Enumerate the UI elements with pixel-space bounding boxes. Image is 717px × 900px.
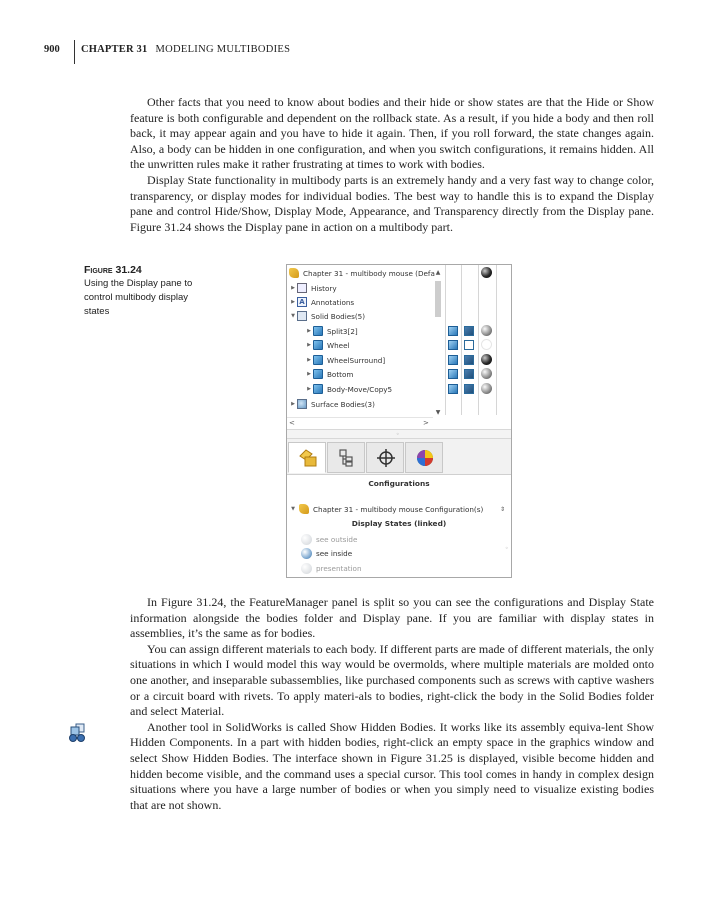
expand-arrow-icon[interactable]: ▶ — [307, 357, 311, 363]
paragraph: Display State functionality in multibody parts is an extremely handy and a very fast way to change color, transparency, or display modes for individual bodies. The best way to handle this is to expand the Display pane and control Hide/Show, Display Mode, Appearance, and Transparency directly from the Display pane. Figure 31.24 shows the Display pane in action on a multibody part. — [130, 172, 654, 234]
display-state-label: presentation — [316, 563, 362, 573]
tree-label: Chapter 31 - multibody mouse (Defa — [303, 268, 435, 278]
appearance-sphere-icon[interactable] — [481, 383, 492, 394]
feature-tree — [287, 265, 511, 429]
display-manager-tab[interactable] — [405, 442, 443, 473]
tree-row-body[interactable] — [305, 338, 350, 352]
tree-row-surface-bodies[interactable] — [289, 397, 375, 411]
surface-bodies-icon — [297, 399, 307, 409]
solid-body-icon — [313, 326, 323, 336]
display-state-label: see inside — [316, 548, 353, 558]
part-appearance-sphere-icon[interactable] — [481, 267, 492, 278]
manager-tabs — [287, 439, 511, 475]
configurations-title: Configurations — [368, 479, 430, 488]
display-mode-icon[interactable] — [448, 326, 458, 336]
scroll-right-icon[interactable]: > — [423, 419, 429, 427]
scroll-up-icon[interactable]: ▲ — [435, 269, 441, 276]
body-text-top — [130, 95, 654, 235]
dimxpert-tab[interactable] — [366, 442, 404, 473]
hide-show-icon[interactable] — [464, 326, 474, 336]
appearance-sphere-icon[interactable] — [481, 325, 492, 336]
tree-label: History — [311, 283, 337, 293]
tree-label: Split3[2] — [327, 326, 358, 336]
appearance-sphere-icon[interactable] — [481, 368, 492, 379]
configuration-row[interactable] — [287, 501, 511, 517]
scroll-thumb[interactable] — [435, 281, 441, 317]
solid-body-icon — [313, 384, 323, 394]
tree-row-history[interactable] — [289, 281, 337, 295]
figure-caption — [84, 263, 214, 319]
folder-icon — [297, 311, 307, 321]
tree-vertical-scrollbar[interactable] — [433, 269, 443, 419]
panel-splitter[interactable] — [287, 429, 511, 439]
splitter-grip-icon: ◦ — [396, 431, 400, 438]
tree-label: Annotations — [311, 297, 355, 307]
expand-arrow-icon[interactable]: ▶ — [307, 328, 311, 334]
appearance-sphere-icon[interactable] — [481, 354, 492, 365]
tree-row-body[interactable] — [305, 353, 385, 367]
display-state-label: see outside — [316, 534, 358, 544]
featuremanager-panel-figure — [286, 264, 512, 578]
header-divider — [74, 40, 75, 64]
solid-body-icon — [313, 340, 323, 350]
hide-show-icon[interactable] — [464, 355, 474, 365]
display-state-item[interactable] — [301, 546, 352, 560]
transparency-column — [496, 265, 511, 415]
propertymanager-icon — [336, 448, 358, 468]
running-head — [44, 40, 290, 66]
tree-row-part[interactable] — [289, 266, 435, 280]
paragraph: Another tool in SolidWorks is called Show Hidden Bodies. It works like its assembly equiva-lent Show Hidden Components. In a part with hidden bodies, right-click an empty space in the graphics window and select Show Hidden Bodies. The interface shown in Figure 31.25 is displayed, visible become hidden and hidden become visible, and the command uses a special cursor. This tool comes in handy in complex design situations where you have a large number of bodies or when you simply need to visualize existing bodies that are not shown. — [130, 719, 654, 812]
figure-caption-text: Using the Display pane to control multibody display states — [84, 278, 193, 317]
display-mode-icon[interactable] — [448, 369, 458, 379]
display-mode-icon[interactable] — [448, 355, 458, 365]
body-text-bottom — [130, 595, 654, 813]
featuremanager-icon — [297, 448, 319, 468]
display-mode-icon[interactable] — [448, 384, 458, 394]
tree-label: Solid Bodies(5) — [311, 311, 366, 321]
tree-row-annotations[interactable] — [289, 295, 354, 309]
chapter-label: CHAPTER 31 — [81, 44, 148, 55]
paragraph: Other facts that you need to know about bodies and their hide or show states are that the Hide or Show feature is both configurable and dependent on the rollback state. As a result, if you hide a body and then roll back, it may appear again and you have to hide it again. Then, if you roll forward, the state changes again. Also, a body can be hidden in one configuration, and when you switch configurations, it remains hidden. All the unwritten rules make it rather frustrating at times to work with bodies. — [130, 95, 654, 172]
expand-arrow-icon[interactable]: ▶ — [307, 371, 311, 377]
configuration-name: Chapter 31 - multibody mouse Configuration(s) — [313, 504, 484, 514]
solid-body-icon — [313, 369, 323, 379]
tree-label: WheelSurround] — [327, 355, 386, 365]
propertymanager-tab[interactable] — [327, 442, 365, 473]
paragraph: You can assign different materials to each body. If different parts are made of different materials, the only situations in which I would model this way would be overmolds, where multiple materials are molded onto one another, and inseparable subassemblies, like purchased components such as screws with captive washers or a circuit board with rivets. To apply materi-als to bodies, right-click the body in the Solid Bodies folder and select Material. — [130, 641, 654, 719]
scroll-down-icon[interactable]: ▼ — [435, 409, 441, 416]
tree-label: Body-Move/Copy5 — [327, 384, 393, 394]
tree-row-solid-bodies[interactable] — [289, 309, 365, 323]
collapse-arrow-icon[interactable]: ▼ — [291, 506, 295, 512]
featuremanager-tab[interactable] — [288, 442, 326, 473]
show-hidden-bodies-icon — [67, 723, 89, 743]
figure-number: Figure 31.24 — [84, 264, 142, 276]
display-state-item[interactable] — [301, 532, 357, 546]
scroll-left-icon[interactable]: < — [289, 419, 295, 427]
tree-label: Wheel — [327, 340, 350, 350]
hide-show-icon[interactable] — [464, 384, 474, 394]
updown-arrows-icon[interactable]: ⇕ — [500, 505, 506, 513]
expand-arrow-icon[interactable]: ▶ — [291, 285, 295, 291]
hide-show-icon[interactable] — [464, 340, 474, 350]
display-state-icon — [301, 563, 312, 574]
display-state-icon — [301, 534, 312, 545]
appearance-sphere-icon[interactable] — [481, 339, 492, 350]
paragraph: In Figure 31.24, the FeatureManager panel is split so you can see the configurations and Display State information alongside the bodies folder and Display pane. If you are familiar with display states in assemblies, it’s the same as for bodies. — [130, 595, 654, 641]
history-icon — [297, 283, 307, 293]
tree-label: Bottom — [327, 369, 354, 379]
tree-label: Surface Bodies(3) — [311, 399, 375, 409]
part-hand-icon — [299, 504, 309, 514]
tree-row-body[interactable] — [305, 367, 353, 381]
part-hand-icon — [289, 268, 299, 278]
display-state-icon — [301, 548, 312, 559]
resize-grip-icon[interactable]: ◦ — [505, 545, 509, 552]
tree-horizontal-scrollbar[interactable] — [287, 417, 433, 429]
display-states-title: Display States (linked) — [351, 519, 447, 528]
page-number: 900 — [44, 44, 60, 55]
collapse-arrow-icon[interactable]: ▼ — [291, 313, 295, 319]
chapter-title: MODELING MULTIBODIES — [155, 44, 291, 55]
expand-arrow-icon[interactable]: ▶ — [307, 386, 311, 392]
annotations-icon: A — [297, 297, 307, 307]
expand-arrow-icon[interactable]: ▶ — [291, 299, 295, 305]
crosshair-icon — [375, 448, 397, 468]
display-state-item[interactable] — [301, 561, 362, 575]
hide-show-icon[interactable] — [464, 369, 474, 379]
display-manager-icon — [414, 448, 436, 468]
expand-arrow-icon[interactable]: ▶ — [307, 342, 311, 348]
solid-body-icon — [313, 355, 323, 365]
tree-row-body[interactable] — [305, 382, 392, 396]
tree-row-body[interactable] — [305, 324, 358, 338]
expand-arrow-icon[interactable]: ▶ — [291, 401, 295, 407]
display-mode-icon[interactable] — [448, 340, 458, 350]
